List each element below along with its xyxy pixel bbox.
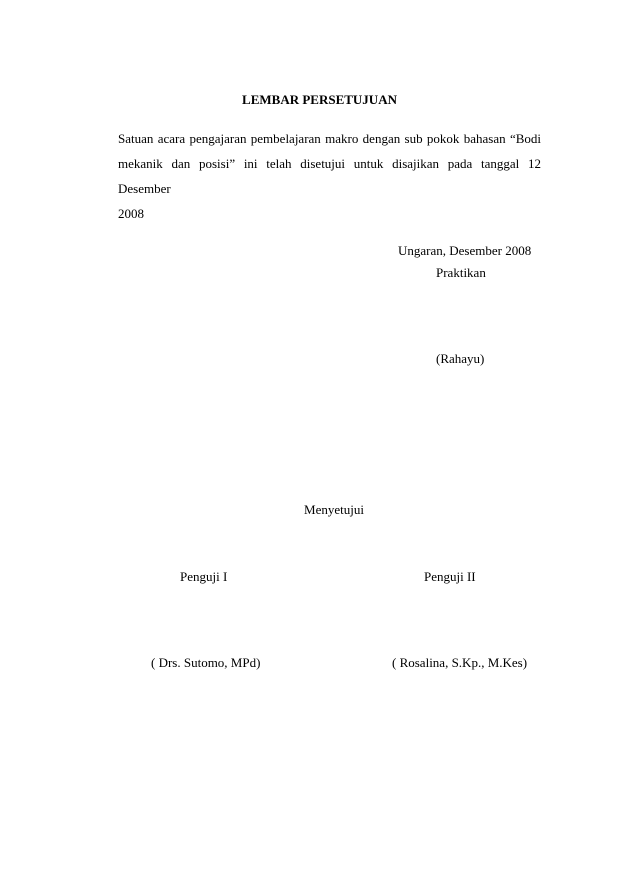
paragraph-line: Satuan acara pengajaran pembelajaran makro dengan sub pokok bahasan “Bodi	[118, 131, 541, 146]
approval-label: Menyetujui	[304, 502, 364, 517]
place-and-date: Ungaran, Desember 2008	[398, 243, 532, 258]
examiner-1-name: ( Drs. Sutomo, MPd)	[151, 655, 261, 670]
praktikan-label: Praktikan	[436, 265, 486, 280]
paragraph-line: mekanik dan posisi” ini telah disetujui untuk disajikan pada tanggal 12 Desember	[118, 156, 541, 196]
document-title: LEMBAR PERSETUJUAN	[242, 92, 397, 107]
approval-paragraph	[118, 126, 541, 226]
examiner-2-label: Penguji II	[424, 569, 476, 584]
examiner-1-label: Penguji I	[180, 569, 228, 584]
praktikan-name: (Rahayu)	[436, 351, 485, 366]
examiner-2-name: ( Rosalina, S.Kp., M.Kes)	[392, 655, 528, 670]
paragraph-line: 2008	[118, 206, 144, 221]
